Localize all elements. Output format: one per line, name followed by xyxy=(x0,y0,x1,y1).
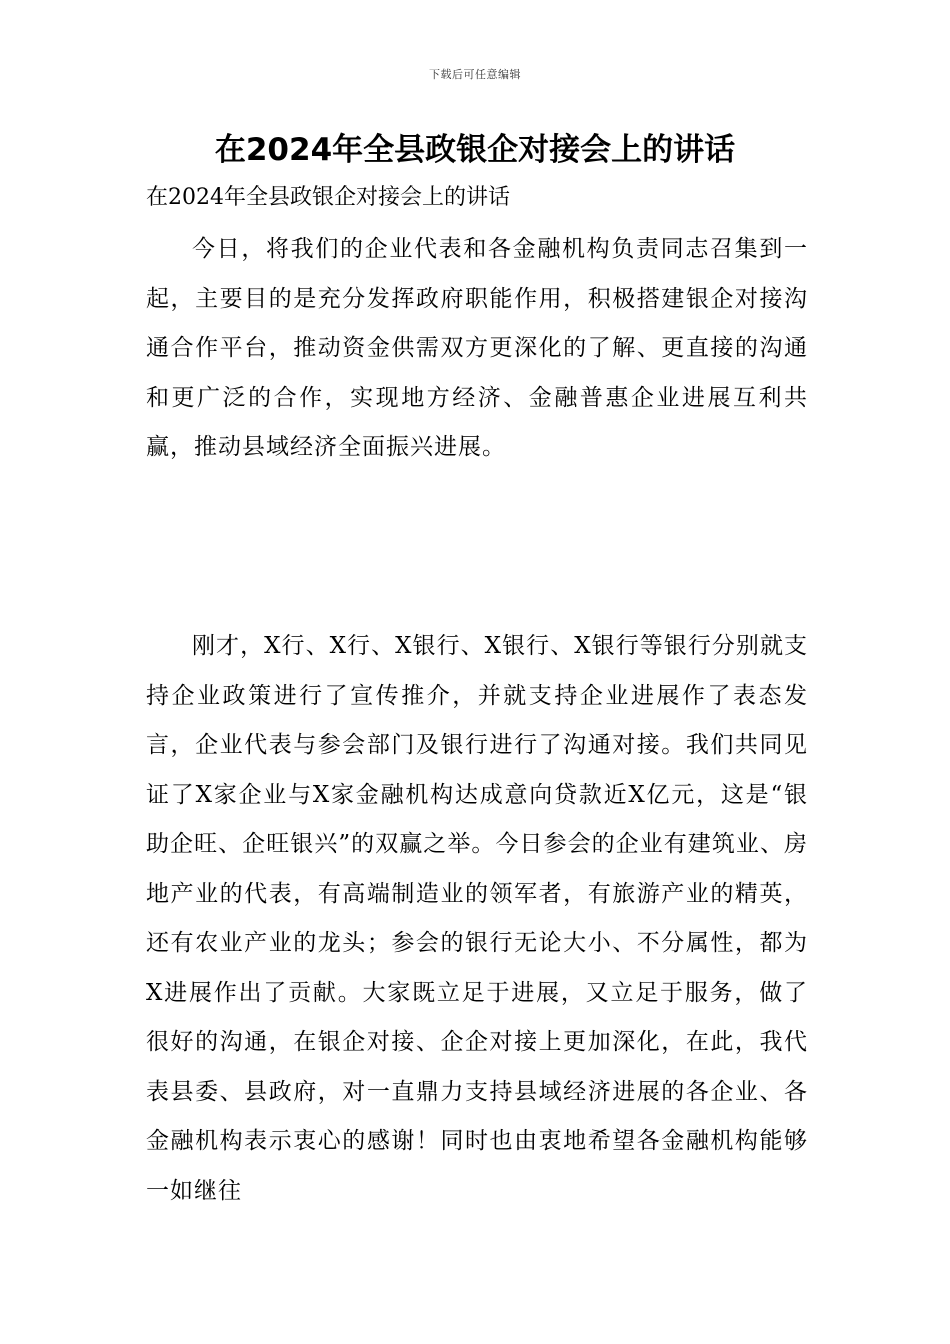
paragraph-1: 今日，将我们的企业代表和各金融机构负责同志召集到一起，主要目的是充分发挥政府职能作用，积极搭建银企对接沟通合作平台，推动资金供需双方更深化的了解、更直接的沟通和更广泛的合作，实现地方经济、金融普惠企业进展互利共赢，推动县域经济全面振兴进展。 xyxy=(146,236,808,460)
header-note: 下载后可任意编辑 xyxy=(429,68,521,81)
paragraph-2: 刚才，X行、X行、X银行、X银行、X银行等银行分别就支持企业政策进行了宣传推介，并就支持企业进展作了表态发言，企业代表与参会部门及银行进行了沟通对接。我们共同见证了X家企业与X家金融机构达成意向贷款近X亿元，这是“银助企旺、企旺银兴”的双赢之举。今日参会的企业有建筑业、房地产业的代表，有高端制造业的领军者，有旅游产业的精英，还有农业产业的龙头；参会的银行无论大小、不分属性，都为X进展作出了贡献。大家既立足于进展，又立足于服务，做了很好的沟通，在银企对接、企企对接上更加深化，在此，我代表县委、县政府，对一直鼎力支持县域经济进展的各企业、各金融机构表示衷心的感谢！同时也由衷地希望各金融机构能够一如继往 xyxy=(146,633,808,1204)
document-title: 在2024年全县政银企对接会上的讲话 xyxy=(214,132,736,168)
document-subtitle: 在2024年全县政银企对接会上的讲话 xyxy=(146,185,510,210)
